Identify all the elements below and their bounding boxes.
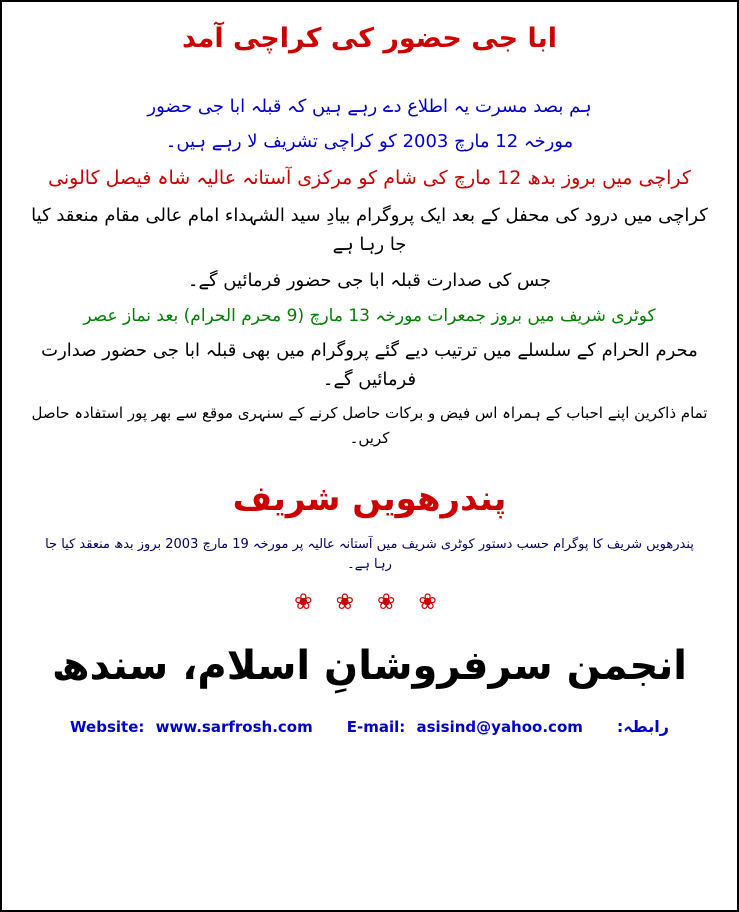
paragraph-line: مورخہ 12 مارچ 2003 کو کراچی تشریف لا رہے ہیں۔ [165, 131, 574, 153]
website-label: Website: [70, 717, 145, 736]
website-contact [70, 718, 313, 736]
email-contact [347, 718, 583, 736]
paragraph-line: محرم الحرام کے سلسلے میں ترتیب دیے گئے پروگرام میں بھی قبلہ ابا جی حضور صدارت فرمائیں گے۔ [41, 339, 698, 391]
email-label: E-mail: [346, 717, 406, 736]
paragraph-line: کراچی میں درود کی محفل کے بعد ایک پروگرام بیادِ سید الشہداء امام عالی مقام منعقد کیا جا رہا ہے [31, 204, 708, 256]
paragraph-line: کوٹری شریف میں بروز جمعرات مورخہ 13 مارچ (9 محرم الحرام) بعد نماز عصر [83, 305, 656, 326]
contact-label: رابطہ: [616, 717, 669, 737]
organization-name: انجمن سرفروشانِ اسلام، سندھ [52, 643, 687, 690]
flower-ornament-icon: ❀ ❀ ❀ ❀ [294, 590, 445, 616]
body-text-block [2, 92, 737, 451]
paragraph-line: جس کی صدارت قبلہ ابا جی حضور فرمائیں گے۔ [187, 269, 552, 291]
page-title: ابا جی حضور کی کراچی آمد [182, 23, 557, 54]
paragraph-line: کراچی میں بروز بدھ 12 مارچ کی شام کو مرکزی آستانہ عالیہ شاہ فیصل کالونی [48, 167, 691, 190]
contact-row [2, 717, 737, 736]
paragraph-line: تمام ذاکرین اپنے احباب کے ہمراہ اس فیض و برکات حاصل کرنے کے سنہری موقع سے بھر پور استفادہ حاصل کریں۔ [31, 404, 708, 447]
email-value[interactable]: asisind@yahoo.com [416, 717, 583, 736]
website-value[interactable]: www.sarfrosh.com [155, 717, 313, 736]
section-title-pandrahveen: پندرھویں شریف [232, 478, 507, 519]
section-note: پندرھویں شریف کا پوگرام حسب دستور کوٹری شریف میں آستانہ عالیہ پر مورخہ 19 مارچ 2003 بروز بدھ منعقد کیا جا رہا ہے۔ [45, 536, 694, 573]
paragraph-line: ہم بصد مسرت یہ اطلاع دے رہے ہیں کہ قبلہ ابا جی حضور [147, 95, 592, 117]
